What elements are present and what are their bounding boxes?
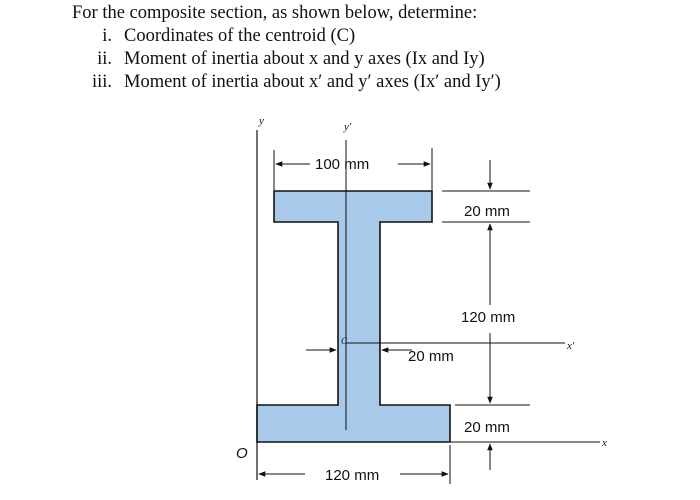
dim-top-flange-width: 100 mm [315,156,370,173]
dim-top-flange-thickness: 20 mm [464,203,510,220]
item-number: ii. [97,49,112,69]
centroid-label: C [341,336,348,346]
item-number: iii. [91,72,112,92]
item-text: Coordinates of the centroid (C) [124,26,356,46]
problem-intro: For the composite section, as shown below, determine: [72,3,478,23]
item-text: Moment of inertia about x and y axes (Ix and Iy) [124,49,485,69]
x-prime-axis-label: x′ [567,340,575,352]
i-beam-section [257,191,450,442]
y-prime-axis-label: y′ [344,121,352,133]
dim-bottom-flange-width: 120 mm [325,467,380,484]
item-number: i. [102,26,112,46]
item-text: Moment of inertia about x′ and y′ axes (Ix′ and Iy′) [124,72,501,92]
y-axis-label: y [259,115,264,127]
dim-bottom-flange-thickness: 20 mm [464,419,510,436]
dim-web-height: 120 mm [461,309,516,326]
origin-label: O [236,445,248,462]
dim-web-thickness: 20 mm [408,348,454,365]
x-axis-label: x [602,437,607,449]
